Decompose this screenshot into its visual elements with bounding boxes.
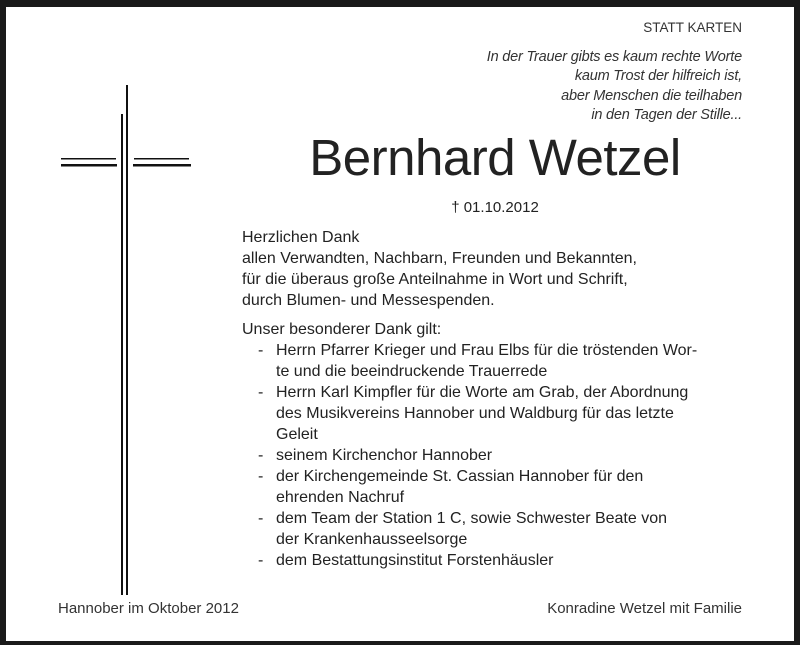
list-item: des Musikvereins Hannober und Waldburg für das letzte bbox=[276, 405, 674, 422]
special-thanks-intro: Unser besonderer Dank gilt: bbox=[242, 321, 442, 338]
list-item: Herrn Pfarrer Krieger und Frau Elbs für die tröstenden Wor- bbox=[276, 342, 698, 359]
death-date: † 01.10.2012 bbox=[451, 199, 539, 216]
list-bullet: - bbox=[258, 384, 264, 401]
quote-line: aber Menschen die teilhaben bbox=[561, 88, 742, 104]
list-item: dem Team der Station 1 C, sowie Schwester Beate von bbox=[276, 510, 668, 527]
list-item: Geleit bbox=[276, 426, 318, 443]
list-bullet: - bbox=[258, 342, 264, 359]
thanks-line: durch Blumen- und Messespenden. bbox=[242, 292, 495, 309]
quote-line: In der Trauer gibts es kaum rechte Worte bbox=[486, 49, 742, 65]
list-item: ehrenden Nachruf bbox=[276, 489, 405, 506]
quote-line: in den Tagen der Stille... bbox=[591, 107, 742, 123]
quote-line: kaum Trost der hilfreich ist, bbox=[574, 68, 742, 84]
thanks-line: allen Verwandten, Nachbarn, Freunden und Bekannten, bbox=[242, 250, 637, 267]
list-bullet: - bbox=[258, 447, 264, 464]
list-bullet: - bbox=[258, 510, 264, 527]
thanks-line: Herzlichen Dank bbox=[242, 229, 360, 246]
list-item: Herrn Karl Kimpfler für die Worte am Grab, der Abordnung bbox=[276, 384, 689, 401]
list-item: der Kirchengemeinde St. Cassian Hannober für den bbox=[276, 468, 644, 485]
statt-karten-label: STATT KARTEN bbox=[643, 20, 742, 35]
signature: Konradine Wetzel mit Familie bbox=[547, 600, 742, 617]
list-item: seinem Kirchenchor Hannober bbox=[276, 447, 493, 464]
list-bullet: - bbox=[258, 552, 264, 569]
list-item: dem Bestattungsinstitut Forstenhäusler bbox=[276, 552, 554, 569]
list-bullet: - bbox=[258, 468, 264, 485]
list-item: te und die beeindruckende Trauerrede bbox=[276, 363, 548, 380]
deceased-name: Bernhard Wetzel bbox=[309, 129, 681, 186]
thanks-line: für die überaus große Anteilnahme in Wort und Schrift, bbox=[242, 271, 628, 288]
place-date: Hannober im Oktober 2012 bbox=[58, 600, 239, 617]
list-item: der Krankenhausseelsorge bbox=[276, 531, 468, 548]
